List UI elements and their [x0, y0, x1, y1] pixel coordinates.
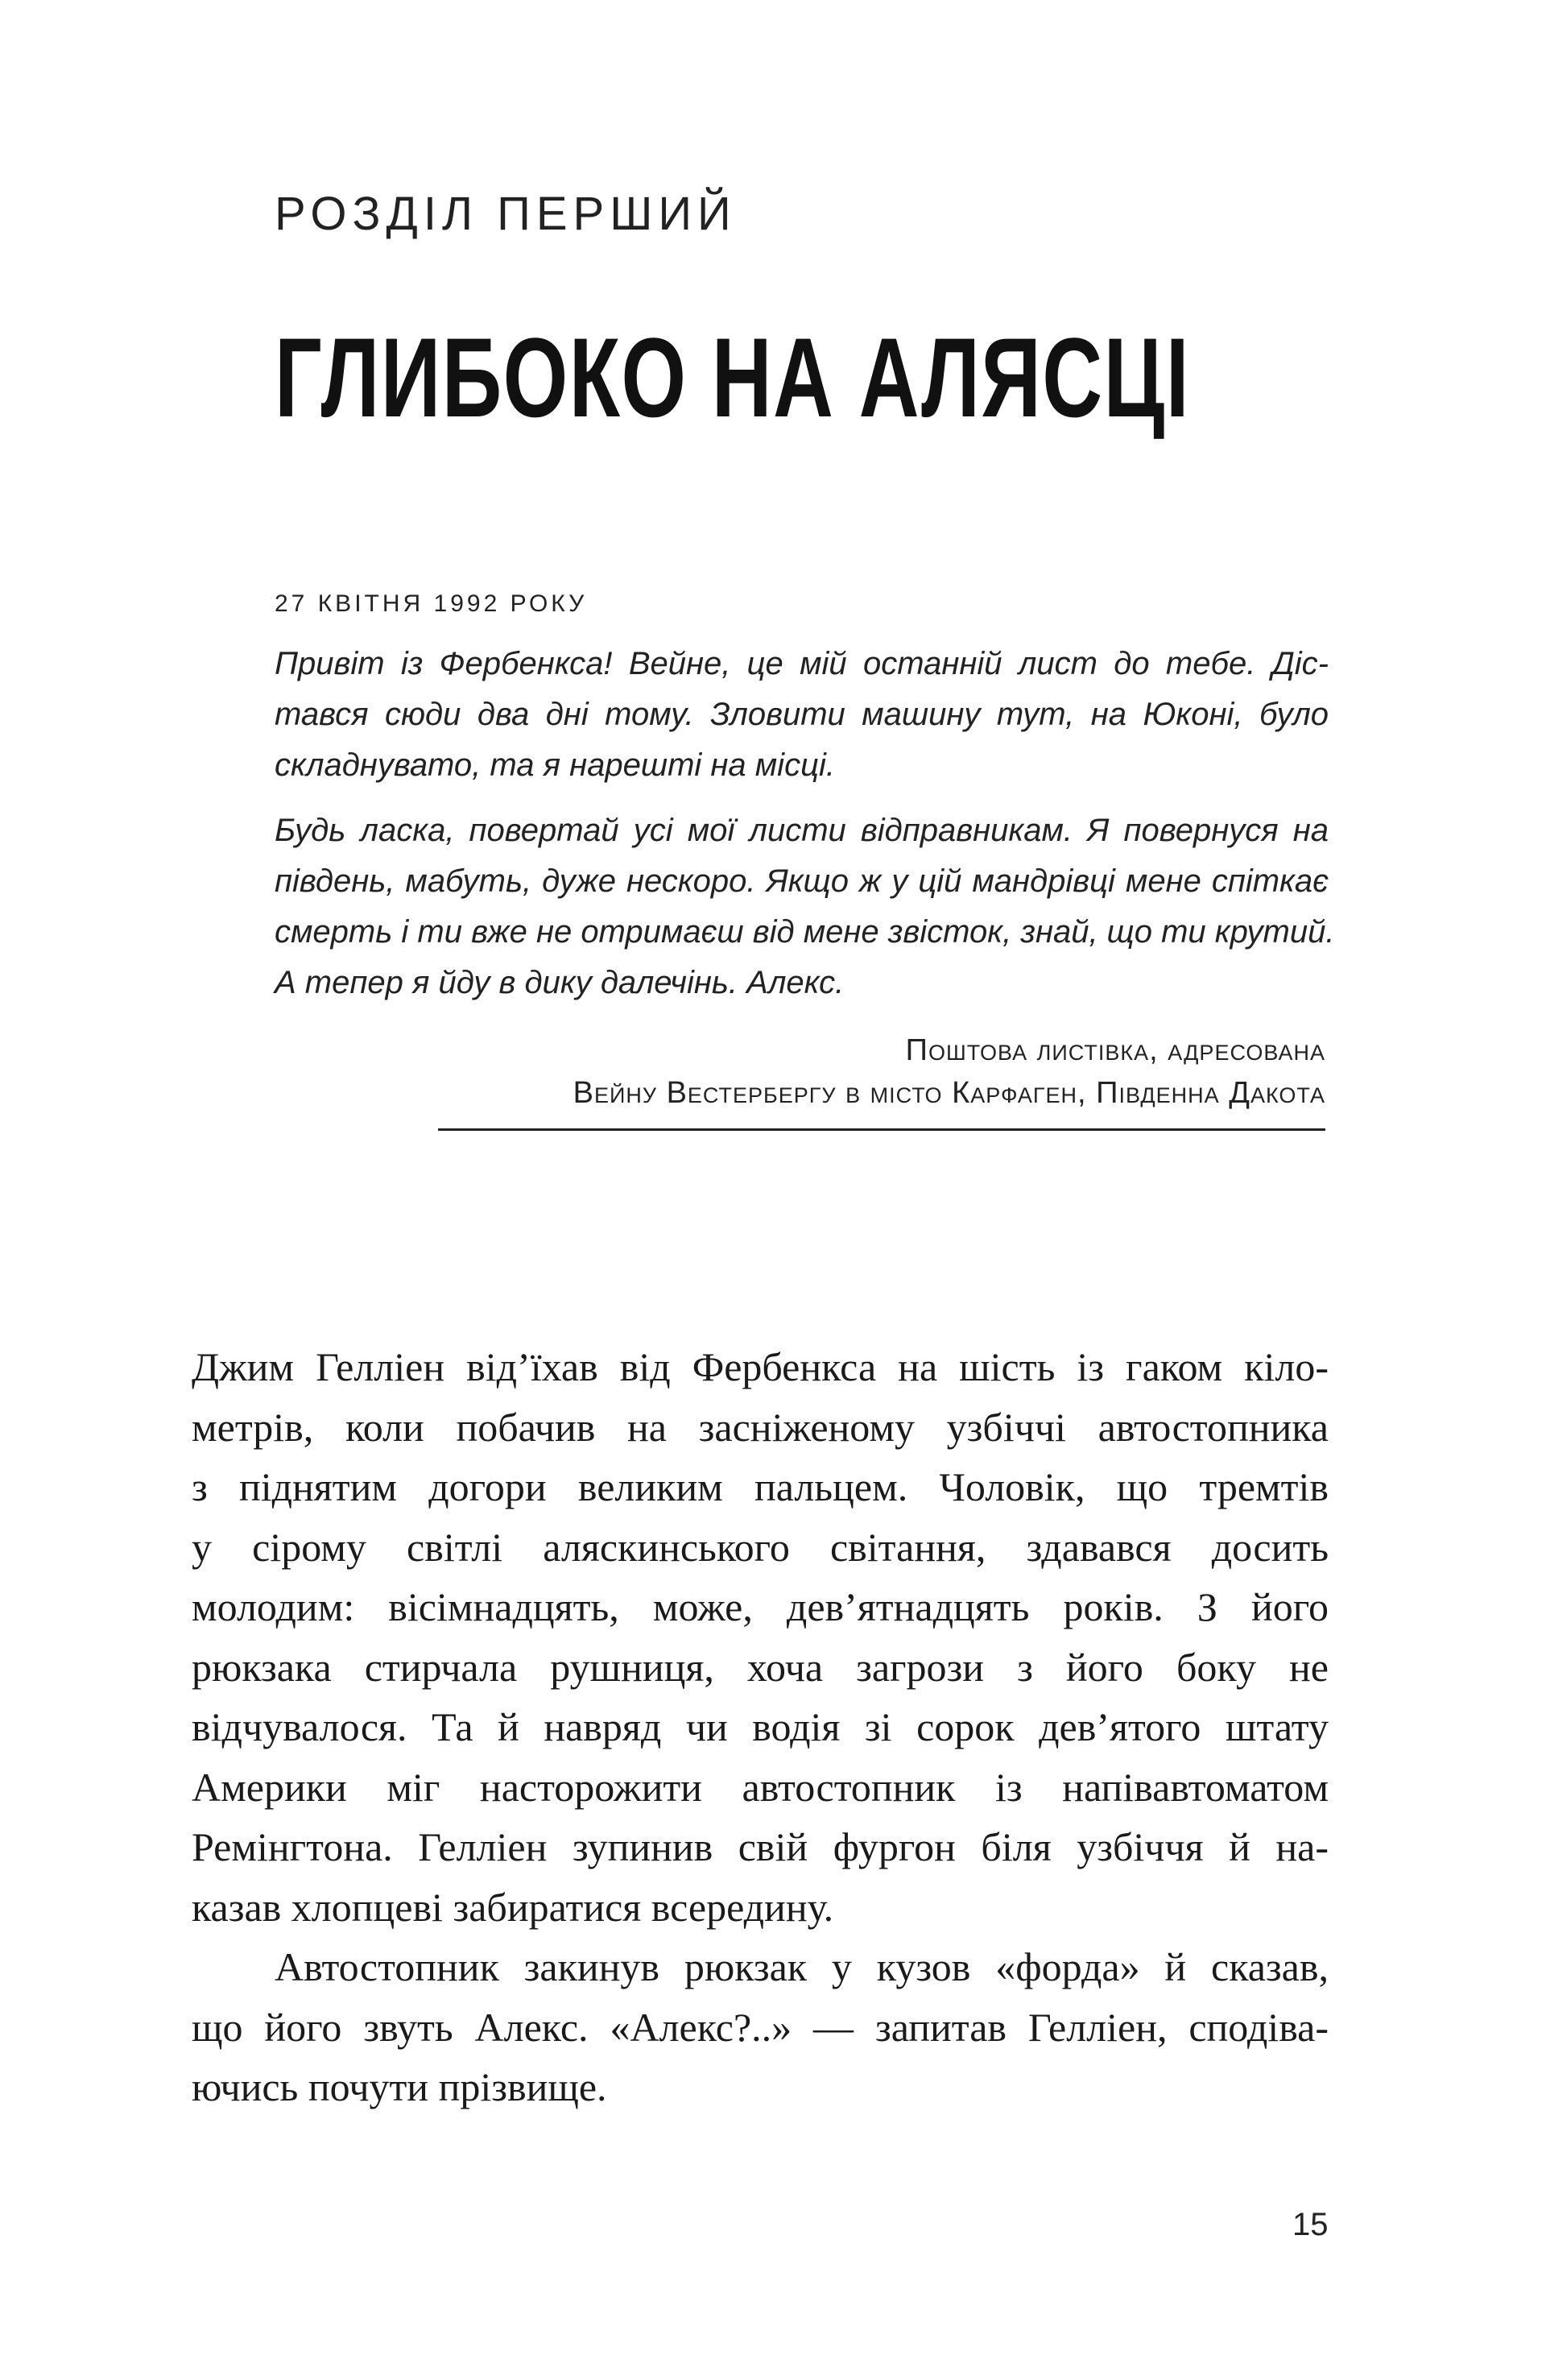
text-line: з піднятим догори великим пальцем. Чоловік, що тремтів: [192, 1464, 1329, 1509]
text-line: смерть і ти вже не отримаєш від мене звісток, знай, що ти крутий.: [275, 914, 1335, 950]
text-line: молодим: вісімнадцять, може, дев’ятнадцять років. З його: [192, 1584, 1329, 1629]
text-line: складнувато, та я нарешті на місці.: [275, 747, 835, 783]
text-line: казав хлопцеві забиратися всередину.: [192, 1884, 834, 1930]
body-paragraph-2: [192, 1937, 1329, 2117]
epigraph-paragraph-2: [275, 805, 1335, 1008]
text-line: тався сюди два дні тому. Зловити машину тут, на Юконі, було: [275, 697, 1329, 732]
epigraph-paragraph-1: [275, 639, 1329, 791]
text-line: Будь ласка, повертай усі мої листи відправникам. Я повернуся на: [275, 813, 1329, 848]
text-line: Америки міг насторожити автостопник із напівавтоматом: [192, 1764, 1329, 1810]
text-line: Привіт із Фербенкса! Вейне, це мій останній лист до тебе. Діс-: [275, 646, 1329, 681]
text-line: що його звуть Алекс. «Алекс?..» — запитав Гелліен, сподіва-: [192, 2004, 1329, 2050]
text-line: Автостопник закинув рюкзак у кузов «форда» й сказав,: [275, 1944, 1329, 1989]
epigraph-attribution-line-2: Вейну Вестербергу в місто Карфаген, Південна Дакота: [573, 1076, 1325, 1110]
text-line: А тепер я йду в дику далечінь. Алекс.: [275, 965, 845, 1000]
text-line: рюкзака стирчала рушниця, хоча загрози з його боку не: [192, 1644, 1329, 1690]
epigraph-date: 27 КВІТНЯ 1992 РОКУ: [275, 590, 588, 617]
text-line: метрів, коли побачив на засніженому узбіччі автостопника: [192, 1404, 1329, 1450]
text-line: відчувалося. Та й навряд чи водія зі сорок дев’ятого штату: [192, 1704, 1329, 1749]
text-line: Ремінгтона. Гелліен зупинив свій фургон біля узбіччя й на-: [192, 1824, 1329, 1869]
text-line: південь, мабуть, дуже нескоро. Якщо ж у цій мандрівці мене спіткає: [275, 863, 1329, 899]
chapter-label: РОЗДІЛ ПЕРШИЙ: [275, 188, 737, 240]
body-paragraph-1: [192, 1337, 1329, 1937]
text-line: у сірому світлі аляскинського світання, здавався досить: [192, 1524, 1329, 1570]
text-line: ючись почути прізвище.: [192, 2064, 607, 2109]
attribution-rule: [438, 1128, 1325, 1131]
chapter-title: ГЛИБОКО НА АЛЯСЦІ: [275, 314, 1191, 441]
text-line: Джим Гелліен від’їхав від Фербенкса на шість із гаком кіло-: [192, 1344, 1329, 1389]
page-number: 15: [1292, 2207, 1329, 2242]
epigraph-attribution-line-1: Поштова листівка, адресована: [905, 1033, 1325, 1067]
